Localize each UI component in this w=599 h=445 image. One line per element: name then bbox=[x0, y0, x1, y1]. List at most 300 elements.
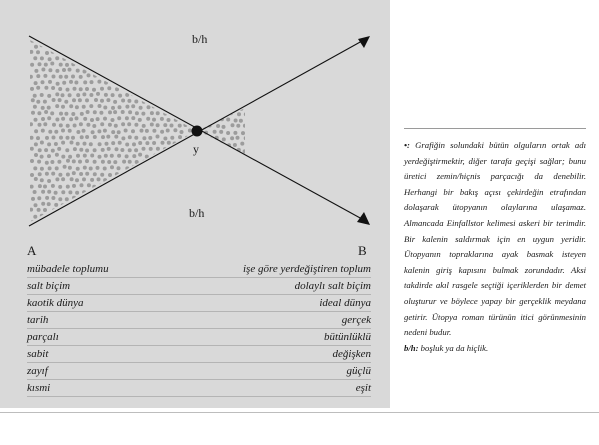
texture-dot bbox=[125, 191, 129, 195]
texture-dot bbox=[65, 148, 69, 152]
texture-dot bbox=[51, 172, 55, 176]
texture-dot bbox=[57, 160, 61, 164]
texture-dot bbox=[156, 111, 160, 115]
texture-dot bbox=[85, 172, 89, 176]
texture-dot bbox=[175, 203, 179, 207]
texture-dot bbox=[160, 154, 164, 158]
texture-dot bbox=[184, 75, 188, 79]
pair-row bbox=[27, 261, 371, 278]
texture-dot bbox=[89, 104, 93, 108]
texture-dot bbox=[111, 202, 115, 206]
texture-dot bbox=[110, 57, 114, 61]
texture-dot bbox=[29, 75, 33, 79]
texture-dot bbox=[34, 153, 38, 157]
texture-dot bbox=[204, 105, 208, 109]
texture-dot bbox=[48, 68, 52, 72]
texture-dot bbox=[170, 51, 174, 55]
texture-dot bbox=[83, 154, 87, 158]
texture-dot bbox=[58, 173, 62, 177]
texture-dot bbox=[194, 178, 198, 182]
texture-dot bbox=[188, 129, 192, 133]
texture-dot bbox=[63, 165, 67, 169]
pole-left-label: A bbox=[27, 243, 37, 258]
texture-dot bbox=[191, 51, 195, 55]
pair-right: dolaylı salt biçim bbox=[294, 280, 371, 292]
texture-dot bbox=[62, 57, 66, 61]
texture-dot bbox=[78, 98, 82, 102]
bottom-rule bbox=[0, 412, 599, 413]
texture-dot bbox=[163, 222, 167, 226]
texture-dot bbox=[100, 87, 104, 91]
texture-dot bbox=[236, 136, 240, 140]
texture-dot bbox=[106, 61, 110, 65]
texture-dot bbox=[118, 190, 122, 194]
texture-dot bbox=[121, 99, 125, 103]
texture-dot bbox=[180, 130, 184, 134]
texture-dot bbox=[47, 154, 51, 158]
texture-dot bbox=[59, 63, 63, 67]
texture-dot bbox=[61, 155, 65, 159]
texture-dot bbox=[191, 112, 195, 116]
texture-dot bbox=[187, 116, 191, 120]
texture-dot bbox=[29, 122, 33, 126]
texture-dot bbox=[160, 191, 164, 195]
texture-dot bbox=[152, 44, 156, 48]
texture-dot bbox=[163, 196, 167, 200]
texture-dot bbox=[134, 196, 138, 200]
texture-dot bbox=[145, 155, 149, 159]
texture-dot bbox=[125, 56, 129, 60]
texture-dot bbox=[121, 122, 125, 126]
texture-dot bbox=[55, 166, 59, 170]
texture-dot bbox=[72, 184, 76, 188]
texture-dot bbox=[146, 215, 150, 219]
texture-dot bbox=[58, 87, 62, 91]
texture-dot bbox=[244, 112, 248, 116]
texture-dot bbox=[118, 105, 122, 109]
texture-dot bbox=[145, 190, 149, 194]
note-text: Grafiğin solundaki bütün olguların ortak adı yerdeğiştirmektir, diğer tarafa geçişi sağlar; bunu üretici zemin/hiçnis parçacığı da denebilir. Herhangi bir bakış açısı çekirdeğin etrafından dolaşarak ütopyanın olaylarına ulaşamaz. Almancada Einfallstor kelimesi askeri bir terimdir. Bir kalenin saldırmak için en uygun yeridir. Ütopyanın topraklarına ayak basmak isteyen kalenin giriş kapısını bulmak zorundadır. Aksi takdirde akıl rasgele seçtiği içeriklerden bir demet oluşturur ve böylece yapay bir gerçeklik meydana getirir. Ütopya roman türünün itici görünmesinin nedeni budur. bbox=[404, 140, 587, 338]
texture-dot bbox=[89, 93, 93, 97]
texture-dot bbox=[30, 185, 34, 189]
texture-dot bbox=[29, 208, 33, 212]
texture-dot bbox=[111, 190, 115, 194]
texture-dot bbox=[76, 154, 80, 158]
texture-dot bbox=[163, 137, 167, 141]
center-point bbox=[192, 126, 203, 137]
texture-dot bbox=[219, 130, 223, 134]
texture-dot bbox=[243, 124, 247, 128]
texture-dot bbox=[125, 154, 129, 158]
texture-dot bbox=[30, 173, 34, 177]
texture-dot bbox=[100, 99, 104, 103]
texture-dot bbox=[121, 196, 125, 200]
texture-dot bbox=[199, 118, 203, 122]
texture-dot bbox=[68, 215, 72, 219]
texture-dot bbox=[55, 92, 59, 96]
texture-dot bbox=[241, 131, 245, 135]
texture-dot bbox=[75, 191, 79, 195]
texture-dot bbox=[72, 159, 76, 163]
texture-dot bbox=[115, 63, 119, 67]
texture-dot bbox=[117, 130, 121, 134]
pair-row bbox=[27, 312, 371, 329]
texture-dot bbox=[58, 185, 62, 189]
texture-dot bbox=[30, 136, 34, 140]
texture-dot bbox=[191, 173, 195, 177]
texture-dot bbox=[38, 123, 42, 127]
texture-dot bbox=[167, 141, 171, 145]
texture-dot bbox=[90, 57, 94, 61]
texture-dot bbox=[44, 148, 48, 152]
texture-dot bbox=[57, 221, 61, 225]
texture-dot bbox=[142, 37, 146, 41]
footnote-text: boşluk ya da hiçlik. bbox=[420, 342, 489, 353]
texture-dot bbox=[58, 210, 62, 214]
texture-dot bbox=[85, 98, 89, 102]
texture-dot bbox=[152, 166, 156, 170]
texture-dot bbox=[222, 148, 226, 152]
texture-dot bbox=[131, 69, 135, 73]
texture-dot bbox=[59, 112, 63, 116]
texture-dot bbox=[86, 62, 90, 66]
texture-dot bbox=[160, 80, 164, 84]
texture-dot bbox=[30, 63, 34, 67]
texture-dot bbox=[82, 105, 86, 109]
texture-dot bbox=[80, 220, 84, 224]
texture-dot bbox=[121, 110, 125, 114]
texture-dot bbox=[145, 129, 149, 133]
texture-dot bbox=[140, 129, 144, 133]
texture-dot bbox=[153, 203, 157, 207]
texture-dot bbox=[58, 197, 62, 201]
texture-dot bbox=[195, 191, 199, 195]
texture-dot bbox=[145, 69, 149, 73]
texture-dot bbox=[75, 116, 79, 120]
texture-dot bbox=[143, 49, 147, 53]
texture-dot bbox=[72, 171, 76, 175]
texture-dot bbox=[76, 167, 80, 171]
texture-dot bbox=[177, 111, 181, 115]
texture-dot bbox=[156, 62, 160, 66]
texture-dot bbox=[68, 166, 72, 170]
texture-dot bbox=[157, 75, 161, 79]
texture-dot bbox=[101, 135, 105, 139]
texture-dot bbox=[41, 202, 45, 206]
texture-dot bbox=[208, 137, 212, 141]
texture-dot bbox=[89, 214, 93, 218]
texture-dot bbox=[83, 166, 87, 170]
texture-dot bbox=[152, 129, 156, 133]
texture-dot bbox=[176, 38, 180, 42]
texture-dot bbox=[101, 37, 105, 41]
texture-dot bbox=[93, 160, 97, 164]
texture-dot bbox=[148, 136, 152, 140]
texture-dot bbox=[115, 147, 119, 151]
texture-dot bbox=[231, 123, 235, 127]
texture-dot bbox=[152, 141, 156, 145]
texture-dot bbox=[118, 94, 122, 98]
texture-dot bbox=[37, 160, 41, 164]
texture-dot bbox=[38, 184, 42, 188]
texture-dot bbox=[173, 128, 177, 132]
texture-dot bbox=[83, 55, 87, 59]
texture-dot bbox=[101, 148, 105, 152]
texture-dot bbox=[80, 209, 84, 213]
texture-dot bbox=[197, 110, 201, 114]
texture-dot bbox=[222, 137, 226, 141]
texture-dot bbox=[157, 196, 161, 200]
texture-dot bbox=[36, 74, 40, 78]
texture-dot bbox=[156, 135, 160, 139]
texture-dot bbox=[202, 149, 206, 153]
texture-dot bbox=[149, 147, 153, 151]
texture-dot bbox=[54, 142, 58, 146]
texture-dot bbox=[156, 51, 160, 55]
texture-dot bbox=[64, 112, 68, 116]
texture-dot bbox=[203, 136, 207, 140]
texture-dot bbox=[174, 179, 178, 183]
texture-dot bbox=[216, 112, 220, 116]
texture-dot bbox=[143, 183, 147, 187]
texture-dot bbox=[166, 93, 170, 97]
texture-dot bbox=[149, 50, 153, 54]
texture-dot bbox=[66, 38, 70, 42]
texture-dot bbox=[230, 150, 234, 154]
pair-row bbox=[27, 380, 371, 397]
texture-dot bbox=[121, 184, 125, 188]
texture-dot bbox=[83, 80, 87, 84]
texture-dot bbox=[198, 87, 202, 91]
texture-dot bbox=[146, 93, 150, 97]
label-bottom: b/h bbox=[189, 206, 205, 220]
texture-dot bbox=[44, 222, 48, 226]
texture-dot bbox=[68, 93, 72, 97]
texture-dot bbox=[83, 117, 87, 121]
texture-dot bbox=[37, 196, 41, 200]
texture-dot bbox=[170, 37, 174, 41]
texture-dot bbox=[33, 215, 37, 219]
texture-dot bbox=[117, 214, 121, 218]
texture-dot bbox=[206, 143, 210, 147]
texture-dot bbox=[120, 75, 124, 79]
texture-dot bbox=[51, 184, 55, 188]
texture-dot bbox=[187, 105, 191, 109]
texture-dot bbox=[82, 129, 86, 133]
texture-dot bbox=[192, 86, 196, 90]
texture-dot bbox=[31, 197, 35, 201]
texture-dot bbox=[120, 62, 124, 66]
pole-right-label: B bbox=[358, 243, 367, 258]
texture-dot bbox=[90, 178, 94, 182]
texture-dot bbox=[149, 197, 153, 201]
texture-dot bbox=[50, 62, 54, 66]
texture-dot bbox=[68, 129, 72, 133]
center-label: y bbox=[193, 142, 199, 156]
texture-dot bbox=[125, 215, 129, 219]
texture-dot bbox=[73, 87, 77, 91]
texture-dot bbox=[163, 63, 167, 67]
texture-dot bbox=[143, 63, 147, 67]
texture-dot bbox=[183, 220, 187, 224]
texture-dot bbox=[103, 106, 107, 110]
texture-dot bbox=[171, 185, 175, 189]
texture-dot bbox=[94, 197, 98, 201]
texture-dot bbox=[230, 136, 234, 140]
texture-dot bbox=[169, 160, 173, 164]
texture-dot bbox=[219, 107, 223, 111]
texture-dot bbox=[111, 215, 115, 219]
texture-dot bbox=[45, 51, 49, 55]
texture-dot bbox=[40, 214, 44, 218]
texture-dot bbox=[101, 160, 105, 164]
texture-dot bbox=[124, 80, 128, 84]
texture-dot bbox=[66, 88, 70, 92]
texture-dot bbox=[113, 39, 117, 43]
texture-dot bbox=[131, 179, 135, 183]
texture-dot bbox=[138, 45, 142, 49]
texture-dot bbox=[64, 208, 68, 212]
texture-dot bbox=[178, 135, 182, 139]
texture-dot bbox=[128, 160, 132, 164]
texture-dot bbox=[33, 190, 37, 194]
texture-dot bbox=[202, 112, 206, 116]
texture-dot bbox=[97, 80, 101, 84]
texture-dot bbox=[93, 135, 97, 139]
texture-dot bbox=[216, 124, 220, 128]
texture-dot bbox=[136, 74, 140, 78]
texture-dot bbox=[115, 87, 119, 91]
texture-dot bbox=[167, 166, 171, 170]
texture-dot bbox=[34, 142, 38, 146]
pair-left: salt biçim bbox=[27, 280, 71, 292]
texture-dot bbox=[38, 172, 42, 176]
texture-dot bbox=[162, 160, 166, 164]
texture-dot bbox=[79, 75, 83, 79]
texture-dot bbox=[78, 160, 82, 164]
texture-dot bbox=[93, 148, 97, 152]
texture-dot bbox=[121, 136, 125, 140]
texture-dot bbox=[153, 93, 157, 97]
texture-dot bbox=[157, 221, 161, 225]
texture-dot bbox=[199, 161, 203, 165]
texture-dot bbox=[103, 129, 107, 133]
texture-dot bbox=[117, 68, 121, 72]
texture-dot bbox=[184, 185, 188, 189]
texture-dot bbox=[163, 172, 167, 176]
label-top: b/h bbox=[192, 32, 208, 46]
texture-dot bbox=[181, 68, 185, 72]
texture-dot bbox=[172, 105, 176, 109]
dot-cluster-left bbox=[29, 37, 203, 226]
texture-dot bbox=[117, 202, 121, 206]
texture-dot bbox=[215, 149, 219, 153]
texture-dot bbox=[66, 185, 70, 189]
texture-dot bbox=[54, 203, 58, 207]
texture-dot bbox=[55, 56, 59, 60]
texture-dot bbox=[169, 172, 173, 176]
texture-dot bbox=[80, 183, 84, 187]
texture-dot bbox=[138, 191, 142, 195]
texture-dot bbox=[36, 86, 40, 90]
texture-dot bbox=[226, 118, 230, 122]
texture-dot bbox=[211, 106, 215, 110]
texture-dot bbox=[79, 38, 83, 42]
texture-dot bbox=[131, 129, 135, 133]
texture-dot bbox=[199, 136, 203, 140]
texture-dot bbox=[149, 87, 153, 91]
texture-dot bbox=[99, 221, 103, 225]
texture-dot bbox=[66, 124, 70, 128]
texture-dot bbox=[156, 37, 160, 41]
texture-dot bbox=[127, 122, 131, 126]
texture-dot bbox=[69, 117, 73, 121]
texture-dot bbox=[164, 86, 168, 90]
texture-dot bbox=[47, 179, 51, 183]
texture-dot bbox=[180, 56, 184, 60]
texture-dot bbox=[52, 136, 56, 140]
texture-dot bbox=[68, 68, 72, 72]
texture-dot bbox=[94, 61, 98, 65]
texture-dot bbox=[107, 39, 111, 43]
texture-dot bbox=[209, 150, 213, 154]
texture-dot bbox=[197, 106, 201, 110]
texture-dot bbox=[167, 105, 171, 109]
texture-dot bbox=[98, 104, 102, 108]
texture-dot bbox=[187, 92, 191, 96]
texture-dot bbox=[134, 184, 138, 188]
texture-dot bbox=[170, 76, 174, 80]
texture-dot bbox=[166, 191, 170, 195]
texture-dot bbox=[73, 39, 77, 43]
texture-dot bbox=[72, 98, 76, 102]
texture-dot bbox=[79, 122, 83, 126]
texture-dot bbox=[125, 143, 129, 147]
texture-dot bbox=[183, 123, 187, 127]
texture-dot bbox=[191, 75, 195, 79]
texture-dot bbox=[236, 124, 240, 128]
texture-dot bbox=[75, 105, 79, 109]
texture-dot bbox=[156, 147, 160, 151]
texture-dot bbox=[59, 136, 63, 140]
texture-dot bbox=[149, 208, 153, 212]
texture-dot bbox=[177, 209, 181, 213]
texture-dot bbox=[104, 69, 108, 73]
texture-dot bbox=[73, 220, 77, 224]
texture-dot bbox=[160, 166, 164, 170]
texture-dot bbox=[34, 81, 38, 85]
texture-dot bbox=[62, 216, 66, 220]
texture-dot bbox=[31, 98, 35, 102]
texture-dot bbox=[181, 178, 185, 182]
texture-dot bbox=[44, 63, 48, 67]
texture-dot bbox=[114, 75, 118, 79]
texture-dot bbox=[138, 167, 142, 171]
texture-dot bbox=[135, 160, 139, 164]
pair-left: zayıf bbox=[27, 365, 48, 377]
texture-dot bbox=[61, 141, 65, 145]
texture-dot bbox=[92, 88, 96, 92]
texture-dot bbox=[176, 196, 180, 200]
texture-dot bbox=[125, 93, 129, 97]
texture-dot bbox=[103, 191, 107, 195]
texture-dot bbox=[99, 111, 103, 115]
texture-dot bbox=[101, 63, 105, 67]
pair-right: bütünlüklü bbox=[323, 331, 371, 343]
texture-dot bbox=[122, 160, 126, 164]
texture-dot bbox=[47, 202, 51, 206]
pair-right: gerçek bbox=[341, 314, 371, 326]
